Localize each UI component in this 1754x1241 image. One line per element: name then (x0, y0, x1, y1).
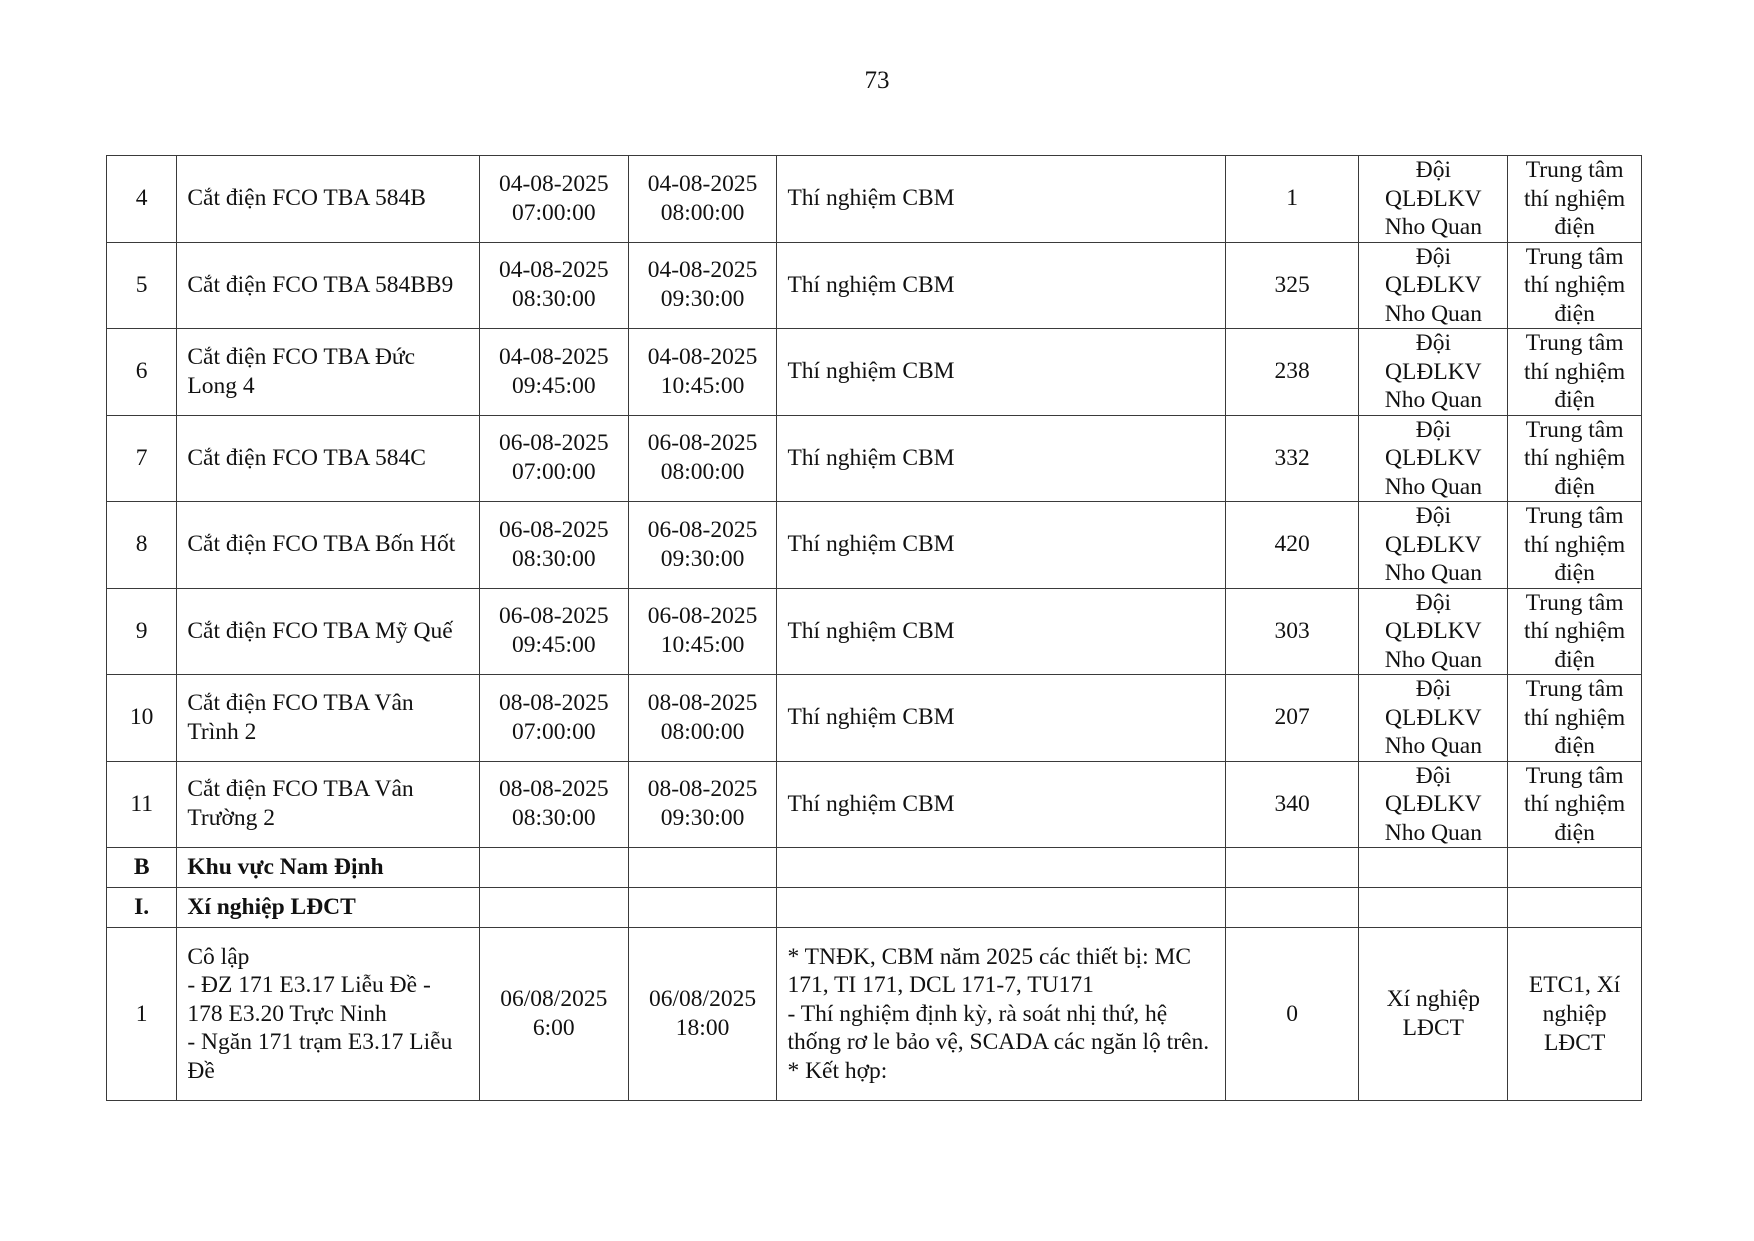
affected-count: 1 (1225, 156, 1359, 243)
executing-unit (1508, 588, 1642, 675)
executing-unit (1508, 502, 1642, 589)
unit-line: Đội (1415, 589, 1451, 616)
work-content: Thí nghiệm CBM (777, 761, 1225, 848)
empty-cell (1508, 888, 1642, 928)
table-row (107, 415, 1642, 502)
affected-count: 420 (1225, 502, 1359, 589)
row-stt: 6 (107, 329, 177, 416)
empty-cell (1225, 848, 1359, 888)
end-date-text: 06-08-2025 (647, 603, 758, 630)
row-stt: 4 (107, 156, 177, 243)
work-content: Thí nghiệm CBM (777, 242, 1225, 329)
managing-unit (1359, 675, 1508, 762)
executor-line: thí nghiệm (1524, 358, 1626, 385)
executing-unit (1508, 156, 1642, 243)
executor-line: Trung tâm (1525, 330, 1624, 356)
work-description: Cắt điện FCO TBA Vân Trường 2 (177, 761, 480, 848)
work-content: Thí nghiệm CBM (777, 415, 1225, 502)
end-time-text: 08:00:00 (660, 199, 745, 226)
managing-unit (1359, 588, 1508, 675)
table-row (107, 242, 1642, 329)
affected-count: 332 (1225, 415, 1359, 502)
row-stt: 10 (107, 675, 177, 762)
work-description: Cắt điện FCO TBA 584B (177, 156, 480, 243)
start-time-text: 09:45:00 (512, 632, 596, 659)
executor-line: thí nghiệm (1524, 531, 1626, 558)
empty-cell (628, 848, 777, 888)
affected-count: 325 (1225, 242, 1359, 329)
unit-line: Nho Quan (1384, 646, 1482, 673)
start-time (479, 156, 628, 243)
table-row (107, 588, 1642, 675)
start-date-text: 06-08-2025 (498, 603, 609, 630)
start-date-text: 06-08-2025 (498, 430, 609, 457)
content-line: - Thí nghiệm định kỳ, rà soát nhị thứ, hệ thống rơ le bảo vệ, SCADA các ngăn lộ trên. (787, 1000, 1210, 1056)
unit-line: Đội (1415, 416, 1451, 443)
executor-line: điện (1554, 733, 1595, 759)
executing-unit (1508, 928, 1642, 1101)
start-date-text: 04-08-2025 (498, 257, 609, 284)
executor-line: điện (1554, 214, 1595, 240)
work-description: Cắt điện FCO TBA 584BB9 (177, 242, 480, 329)
executor-line: Trung tâm (1525, 762, 1624, 789)
empty-cell (777, 888, 1225, 928)
work-description (177, 928, 480, 1101)
row-stt: 1 (107, 928, 177, 1101)
unit-line: QLĐLKV (1385, 185, 1482, 212)
work-description: Cắt điện FCO TBA 584C (177, 415, 480, 502)
affected-count: 303 (1225, 588, 1359, 675)
unit-line: Nho Quan (1384, 473, 1482, 500)
end-date-text: 06/08/2025 (649, 986, 757, 1012)
end-time (628, 156, 777, 243)
end-time-text: 09:30:00 (660, 286, 745, 313)
table-row (107, 761, 1642, 848)
start-date-text: 08-08-2025 (498, 776, 609, 803)
end-time (628, 761, 777, 848)
table-row (107, 502, 1642, 589)
managing-unit (1359, 242, 1508, 329)
unit-line: QLĐLKV (1385, 618, 1482, 644)
unit-line: Đội (1415, 676, 1451, 702)
unit-line: Nho Quan (1384, 214, 1482, 240)
start-date-text: 06-08-2025 (498, 516, 609, 543)
section-row-b (107, 848, 1642, 888)
executor-line: thí nghiệm (1524, 445, 1626, 471)
unit-line: QLĐLKV (1385, 531, 1482, 558)
table-row (107, 156, 1642, 243)
unit-line: Đội (1415, 503, 1451, 529)
executor-line: điện (1554, 387, 1595, 413)
work-description: Cắt điện FCO TBA Mỹ Quế (177, 588, 480, 675)
executor-line: thí nghiệm (1524, 791, 1626, 817)
unit-line: LĐCT (1402, 1015, 1465, 1041)
work-line: - ĐZ 171 E3.17 Liễu Đề - 178 E3.20 Trực Ninh (187, 972, 431, 1027)
executing-unit (1508, 761, 1642, 848)
end-time-text: 08:00:00 (660, 718, 745, 745)
executor-line: thí nghiệm (1524, 185, 1626, 212)
work-content: Thí nghiệm CBM (777, 329, 1225, 416)
section-stt: B (107, 848, 177, 888)
empty-cell (628, 888, 777, 928)
work-description: Cắt điện FCO TBA Bốn Hốt (177, 502, 480, 589)
affected-count: 0 (1225, 928, 1359, 1101)
start-time-text: 07:00:00 (512, 718, 596, 745)
start-date-text: 08-08-2025 (498, 689, 609, 716)
unit-line: Nho Quan (1384, 819, 1482, 846)
unit-line: QLĐLKV (1385, 272, 1482, 298)
unit-line: Xí nghiệp (1386, 986, 1481, 1012)
start-time (479, 928, 628, 1101)
end-date-text: 06-08-2025 (647, 516, 758, 543)
executing-unit (1508, 329, 1642, 416)
executor-line: thí nghiệm (1524, 272, 1626, 298)
work-description: Cắt điện FCO TBA Đức Long 4 (177, 329, 480, 416)
empty-cell (1225, 888, 1359, 928)
end-date-text: 04-08-2025 (647, 343, 758, 370)
executor-line: nghiệp (1542, 1000, 1607, 1027)
row-stt: 8 (107, 502, 177, 589)
start-time-text: 07:00:00 (512, 459, 596, 486)
empty-cell (777, 848, 1225, 888)
end-time (628, 675, 777, 762)
work-description: Cắt điện FCO TBA Vân Trình 2 (177, 675, 480, 762)
end-time-text: 08:00:00 (660, 459, 745, 486)
managing-unit (1359, 502, 1508, 589)
start-time-text: 6:00 (532, 1015, 575, 1041)
start-time-text: 08:30:00 (512, 545, 596, 572)
table-row (107, 928, 1642, 1101)
work-content: Thí nghiệm CBM (777, 502, 1225, 589)
work-content: Thí nghiệm CBM (777, 588, 1225, 675)
start-date-text: 06/08/2025 (500, 986, 608, 1012)
unit-line: Nho Quan (1384, 300, 1482, 327)
unit-line: Nho Quan (1384, 387, 1482, 413)
page-number: 73 (864, 67, 890, 94)
executing-unit (1508, 675, 1642, 762)
row-stt: 11 (107, 761, 177, 848)
unit-line: QLĐLKV (1385, 704, 1482, 731)
start-time (479, 675, 628, 762)
end-time (628, 415, 777, 502)
end-date-text: 04-08-2025 (647, 170, 758, 197)
empty-cell (479, 888, 628, 928)
executor-line: Trung tâm (1525, 243, 1624, 270)
start-time (479, 329, 628, 416)
start-time-text: 09:45:00 (512, 372, 596, 399)
affected-count: 238 (1225, 329, 1359, 416)
start-time (479, 502, 628, 589)
work-content: Thí nghiệm CBM (777, 675, 1225, 762)
managing-unit (1359, 928, 1508, 1101)
start-time (479, 242, 628, 329)
end-time-text: 09:30:00 (660, 545, 745, 572)
empty-cell (1359, 848, 1508, 888)
executor-line: điện (1554, 300, 1595, 327)
row-stt: 7 (107, 415, 177, 502)
end-time-text: 18:00 (675, 1015, 730, 1041)
unit-line: QLĐLKV (1385, 791, 1482, 817)
end-time (628, 329, 777, 416)
unit-line: Nho Quan (1384, 733, 1482, 759)
section-title: Khu vực Nam Định (177, 848, 480, 888)
work-line: Cô lập (187, 943, 250, 970)
unit-line: Nho Quan (1384, 560, 1482, 586)
end-date-text: 06-08-2025 (647, 430, 758, 457)
affected-count: 207 (1225, 675, 1359, 762)
executor-line: thí nghiệm (1524, 704, 1626, 731)
work-line: - Ngăn 171 trạm E3.17 Liễu Đề (187, 1029, 453, 1084)
empty-cell (1359, 888, 1508, 928)
row-stt: 5 (107, 242, 177, 329)
start-time-text: 08:30:00 (512, 805, 596, 832)
executor-line: Trung tâm (1525, 676, 1624, 702)
unit-line: QLĐLKV (1385, 358, 1482, 385)
affected-count: 340 (1225, 761, 1359, 848)
executor-line: thí nghiệm (1524, 618, 1626, 644)
executor-line: Trung tâm (1525, 589, 1624, 616)
start-time (479, 415, 628, 502)
start-time (479, 588, 628, 675)
end-time (628, 928, 777, 1101)
start-time (479, 761, 628, 848)
empty-cell (1508, 848, 1642, 888)
executing-unit (1508, 242, 1642, 329)
work-content: Thí nghiệm CBM (777, 156, 1225, 243)
executing-unit (1508, 415, 1642, 502)
executor-line: điện (1554, 819, 1595, 846)
work-content (777, 928, 1225, 1101)
executor-line: Trung tâm (1525, 157, 1624, 183)
end-time-text: 09:30:00 (660, 805, 745, 832)
content-line: * Kết hợp: (787, 1057, 888, 1084)
managing-unit (1359, 156, 1508, 243)
executor-line: LĐCT (1543, 1029, 1606, 1056)
section-stt: I. (107, 888, 177, 928)
unit-line: Đội (1415, 330, 1451, 356)
start-date-text: 04-08-2025 (498, 170, 609, 197)
outage-schedule-table (106, 155, 1642, 1101)
unit-line: Đội (1415, 762, 1451, 789)
managing-unit (1359, 415, 1508, 502)
executor-line: Trung tâm (1525, 503, 1624, 529)
start-time-text: 07:00:00 (512, 199, 596, 226)
executor-line: điện (1554, 560, 1595, 586)
unit-line: Đội (1415, 243, 1451, 270)
executor-line: điện (1554, 646, 1595, 673)
end-date-text: 08-08-2025 (647, 776, 758, 803)
table-row (107, 329, 1642, 416)
content-line: * TNĐK, CBM năm 2025 các thiết bị: MC 171, TI 171, DCL 171-7, TU171 (787, 943, 1192, 999)
unit-line: QLĐLKV (1385, 445, 1482, 471)
unit-line: Đội (1415, 157, 1451, 183)
end-time (628, 588, 777, 675)
end-date-text: 04-08-2025 (647, 257, 758, 284)
end-time-text: 10:45:00 (660, 632, 745, 659)
executor-line: ETC1, Xí (1528, 971, 1621, 998)
row-stt: 9 (107, 588, 177, 675)
executor-line: Trung tâm (1525, 416, 1624, 443)
start-date-text: 04-08-2025 (498, 343, 609, 370)
end-time-text: 10:45:00 (660, 372, 745, 399)
table-body (107, 156, 1642, 1101)
managing-unit (1359, 329, 1508, 416)
table-row (107, 675, 1642, 762)
end-date-text: 08-08-2025 (647, 689, 758, 716)
empty-cell (479, 848, 628, 888)
end-time (628, 242, 777, 329)
executor-line: điện (1554, 473, 1595, 500)
section-title: Xí nghiệp LĐCT (177, 888, 480, 928)
section-row-i (107, 888, 1642, 928)
start-time-text: 08:30:00 (512, 286, 596, 313)
end-time (628, 502, 777, 589)
managing-unit (1359, 761, 1508, 848)
